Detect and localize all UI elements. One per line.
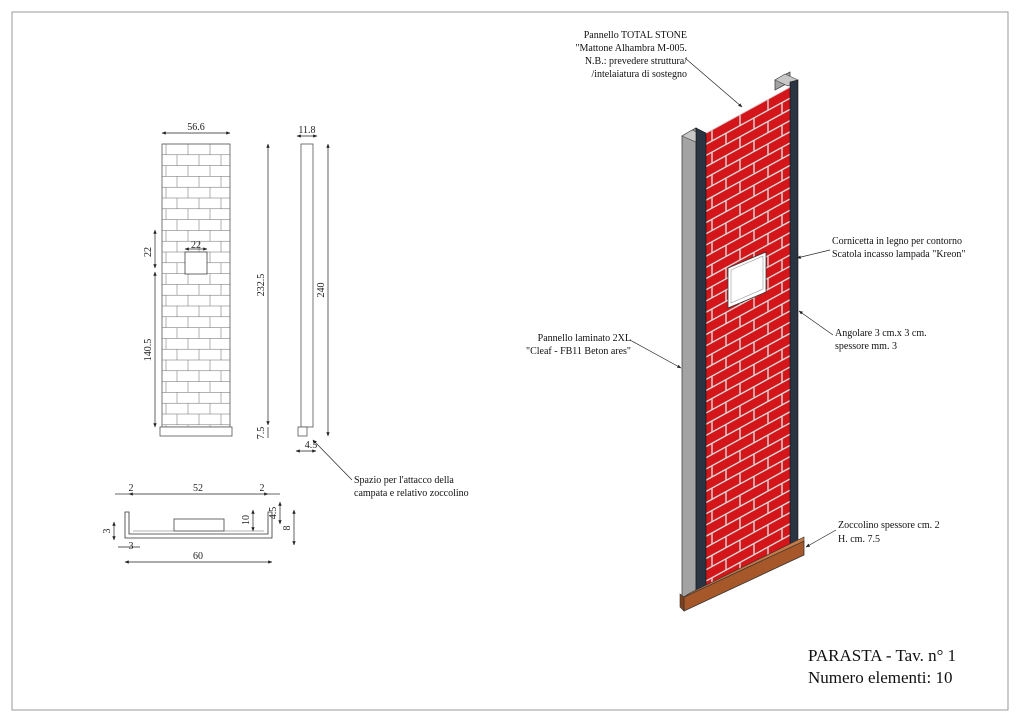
dim-front-width: 56.6 <box>187 122 205 133</box>
dim-plan-total: 60 <box>193 551 203 562</box>
plan-lamp-box <box>174 519 224 531</box>
dim-panel-height: 232.5 <box>256 273 267 297</box>
note-angolare-line1: Angolare 3 cm.x 3 cm. <box>835 328 927 339</box>
dim-plan-right: 2 <box>259 483 265 494</box>
dim-base-offset: 4.5 <box>304 440 318 451</box>
title-block <box>808 646 956 687</box>
dim-plan-left: 2 <box>128 483 134 494</box>
note-total-stone-line2: "Mattone Alhambra M-005. <box>575 43 687 54</box>
dim-total-depth: 8 <box>282 525 293 531</box>
leader-zoccolino <box>806 530 836 547</box>
leader-angolare <box>799 311 833 335</box>
note-cornicetta-line2: Scatola incasso lampada "Kreon" <box>832 249 966 260</box>
iso-brick-joint <box>706 591 790 637</box>
side-view <box>296 125 469 499</box>
note-spazio-line1: Spazio per l'attacco della <box>354 475 454 486</box>
side-panel-outline <box>301 144 313 427</box>
sheet-border <box>12 12 1008 710</box>
drawing-title: PARASTA - Tav. n° 1 <box>808 646 957 665</box>
dim-plinth-height: 7.5 <box>256 426 267 440</box>
iso-brick-joint <box>706 613 790 659</box>
iso-plinth-side <box>680 594 684 611</box>
front-panel-outline <box>162 144 230 427</box>
front-plinth <box>160 427 232 436</box>
drawing-subtitle: Numero elementi: 10 <box>808 668 953 687</box>
leader-cornicetta <box>797 250 830 258</box>
note-zoccolino-line2: H. cm. 7.5 <box>838 534 880 545</box>
dim-angle-height: 3 <box>102 528 113 534</box>
iso-brick-joint <box>706 602 790 648</box>
iso-angle-right <box>790 80 798 548</box>
dim-side-thickness: 11.8 <box>298 125 316 136</box>
note-laminato-line2: "Cleaf - FB11 Beton ares" <box>526 346 631 357</box>
iso-angle-left <box>696 128 706 594</box>
dim-side-height: 240 <box>316 282 327 298</box>
plan-view <box>102 483 294 562</box>
dim-side-offset: 4.5 <box>268 506 279 520</box>
dim-angle-width: 3 <box>128 541 134 552</box>
note-cornicetta-line1: Cornicetta in legno per contorno <box>832 236 962 247</box>
note-spazio-line2: campata e relativo zoccolino <box>354 488 469 499</box>
dim-plan-inner: 52 <box>193 483 203 494</box>
leader-laminato <box>630 340 681 368</box>
note-total-stone-line1: Pannello TOTAL STONE <box>583 30 687 41</box>
note-angolare-line2: spessore mm. 3 <box>835 341 897 352</box>
dim-box-height: 22 <box>143 247 154 257</box>
dim-box-depth: 10 <box>241 515 252 525</box>
side-plinth <box>298 427 307 436</box>
note-laminato-line1: Pannello laminato 2XL <box>537 333 631 344</box>
leader-spazio <box>313 440 352 480</box>
note-total-stone-line4: /intelaiatura di sostegno <box>591 69 687 80</box>
note-zoccolino-line1: Zoccolino spessore cm. 2 <box>838 520 940 531</box>
front-lamp-box <box>185 252 207 274</box>
dim-lower-height: 140.5 <box>143 338 154 362</box>
note-total-stone-line3: N.B.: prevedere struttura/ <box>584 56 687 67</box>
dim-box-width: 22 <box>191 240 201 251</box>
front-view <box>143 122 268 439</box>
iso-laminate-left <box>682 128 696 598</box>
leader-total-stone <box>685 58 742 107</box>
isometric-view <box>680 72 804 660</box>
